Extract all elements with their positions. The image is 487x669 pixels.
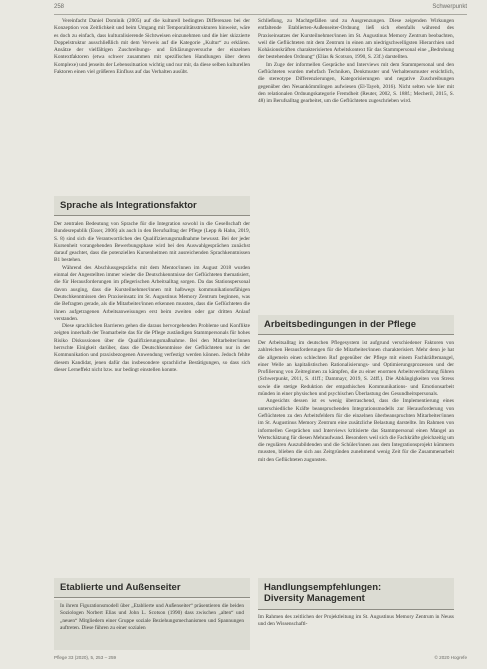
etablierte-paragraph: In ihrem Figurationsmodell über „Etablierte und Außenseiter“ präsentieren die beiden Soziologen Norbert Elias und John L. Scotson (1990) dass zwischen „alten“ und „neuen“ Mitgliedern einer Gruppe soziale Beziehungsmechanismen und Spannungen auftreten. Diese führen zu einer sozialen [60,603,244,631]
running-header [54,2,467,14]
left-intro-text [54,18,250,76]
heading-sprache-text: Sprache als Integrationsfaktor [60,200,197,211]
heading-diversity-line-2: Diversity Management [264,593,365,604]
footer-citation: Pflege 33 (2020), 5, 253 – 259 [54,655,117,660]
right-paragraph-1: Schließung, zu Machtgefällen und zu Ausgrenzungen. Diese zeigenden Wirkungen entfaltende Etablierten-Außenseiter-Ordnung ließ sich ebenfalls während des Praxiseinsatzes der Kursteilnehmer/innen im St. Augustinus Memory Zentrum beobachten, weil die Geflüchteten mit dem Zentrum in einen am niedrigschwelligsten Hierarchien und Kohäsionskräften charakterisierten Arbeitskontext für das Stammpersonal eine „Bedrohung der bestehenden Ordnung“ (Elias & Scotson, 1990, S. 23f.) darstellten. [258,18,454,61]
sprache-text [54,221,250,374]
footer-copyright: © 2020 Hogrefe [434,655,467,660]
heading-etablierte-text: Etablierte und Außenseiter [60,582,181,593]
heading-pflege [258,315,454,335]
diversity-text [258,614,454,629]
diversity-paragraph: Im Rahmen des zeitlichen der Projektleitung im St. Augustinus Memory Zentrum in Neuss und den Wissenschaftl- [258,614,454,628]
page-number: 258 [54,4,65,10]
heading-diversity-line-1: Handlungsempfehlungen: [264,582,382,593]
heading-pflege-text: Arbeitsbedingungen in der Pflege [264,319,417,330]
heading-underline [258,334,454,336]
heading-sprache [54,196,250,216]
heading-diversity [258,578,454,610]
heading-underline [258,609,454,611]
sprache-paragraph-1: Der zentralen Bedeutung von Sprache für die Integration sowohl in die Gesellschaft der Bundesrepublik (Esser, 2006) als auch in den Berufsalltag der Pflege (Lepp & Hahn, 2019, S. 8) sind sich die Verantwortlichen des Qualifizierungsmaßnahme bewusst. Bei der jeder Kursenheit vorangehenden Bewerbungsphase wird bei den Auswahlgesprächen zunächst darauf geachtet, dass die potenziellen Kursenheitnen mit ausreichenden Sprachkenntnissen B1 bestehen. [54,221,250,264]
section-label: Schwerpunkt [432,4,467,10]
sprache-paragraph-2: Während des Abschlussgesprächs mit dem Mentor/innen im August 2018 wurden einmal der Angestellten immer wieder die Deutschkenntnisse der Geflüchteten thematisiert, die für Herausforderungen im pflegerischen Arbeitsalltag sorgen. Da das Stationspersonal davon ausging, dass die Kursteilnehmer/innen mit halbwegs kommunikationsfähigen Deutschkenntnissen den Praxiseinsatz im St. Augustinus Memory Zentrum beginnen, was die Befragten gerade, als die Mitarbeiter/innen erkennen mussten, dass die Geflüchteten die ihnen aufgetragenen Arbeitsanweisungen erst beim zweiten oder gar dritten Anlauf verstanden. [54,264,250,322]
heading-etablierte [54,578,250,598]
sprache-paragraph-3: Diese sprachlichen Barrieren gehen die daraus hervorgehenden Probleme und Konflikte zeigten innerhalb der Teamarbeite das für die Pflege zuständigen Stammpersonals für hohes Risiko Diskussionen über die Qualifizierungsmaßnahme. Bei den Mitarbeiter/innen herrschte Einigkeit darüber, dass die Deutschkenntnisse der Geflüchteten nur in der Kommunikation und praxisbezogenen Anwendung verfestigt werden können. Jedoch fehlte diesem Kandidat, jenen dafür das insbesondere sprachliche Bestätigungen, so dass sich dieser Lerneffekt nicht bzw. nur bedingt einstellen konnte. [54,323,250,373]
intro-paragraph: Vereinfacht Daniel Dominik (2005) auf die kulturell bedingten Differenzen bei der Konzeption von Zeitlichkeit und beim Umgang mit Temporalitätsstrukturen hinweist, wäre es doch zu einfach, dass kulturalisierende Sichtweisen einzunehmen und die hier skizzierte Doppelstruktur ausschließlich mit dem Verweis auf die Kategorie „Kultur“ zu erklären. Ansätze der vielfältigen Zuschreibungs- und Erklärungsversuche der einzelnen Kontextfaktoren (etwa schwer zusammen mit spezifischen Handlungen über deren Komplexe) und jenseits der Lebenssituation wichtig und nur mir, da diese selben kulturellen Faktoren einen viel größeren Einfluss auf das Verhalten ausübt. [54,18,250,76]
pflege-paragraph-1: Der Arbeitsalltag im deutschen Pflegesystem ist aufgrund verschiedener Faktoren von zahlreichen Herausforderungen für die Mitarbeiter/innen charakterisiert. Mehr denn je hat die allgemein einen schlechten Ruf gegenüber der Pflege mit einem Fachkräftemangel, einer Welle an kapitalistischen Rationalisierungs- und Optimierungsprozessen und der Profilierung von Zeitregimen zu kämpfen, die zu einer enormen Arbeitsverdichtung führen (Schwerpunkt, 2011, S. 41ff.; Dammayr, 2019, S. 24ff.). Die Abhängigkeiten von Stress sowie die stetige Reduktion der empathischen Kommunikations- und Emotionsarbeit münden in einer physischen und psychischen Überlastung des Gesundheitspersonals. [258,340,454,398]
page-footer [54,655,467,663]
pflege-text [258,340,454,464]
right-top-text [258,18,454,106]
pflege-paragraph-2: Angesichts dessen ist es wenig überraschend, dass die Implementierung eines unterschiedliche Kräfte beanspruchenden Integrationsmodells zur Herausforderung von Geflüchteten zu den Arbeitsfeldern für die einzelnen überbeanspruchten Mitarbeiter/innen im St. Augustinus Memory Zentrum eine zusätzliche Belastung darstellte. Im Rahmen von informellen Gesprächen und Interviews kritisierte das Stammpersonal einen Mangel an Wertschätzung für diesen Mehraufwand. Besonders weil sich die Fachkräfte gleichzeitig um die regulären Auszubildenden und die Schüler/innen aus dem Integrationsprojekt kümmern mussten, blieben die sich aus Zeitgründen zunehmend wenig Zeit für die Zusammenarbeit mit den Geflüchteten zugunsten. [258,398,454,463]
heading-underline [54,597,250,599]
heading-underline [54,215,250,217]
right-paragraph-2: Im Zuge der informellen Gespräche und Interviews mit dem Stammpersonal und den Geflüchteten wurden mehrfach Techniken, Denkmuster und Verhaltensmuster ersichtlich, die stereotype Differenzierungen, Kategorisierungen und negative Zuschreibungen gegenüber den Neuankömmlingen aufwiesen (El-Tayeb, 2016). Nicht selten wie hier mit den relationalen Ordnungskategorie Fremdheit (Reuter, 2002, S. 188f.; Mecheril, 2015, S. 48) im Berufsalltag gearbeitet, um die Geflüchteten zugeschrieben wird. [258,61,454,105]
header-rule [54,14,467,15]
etablierte-text [54,600,250,650]
